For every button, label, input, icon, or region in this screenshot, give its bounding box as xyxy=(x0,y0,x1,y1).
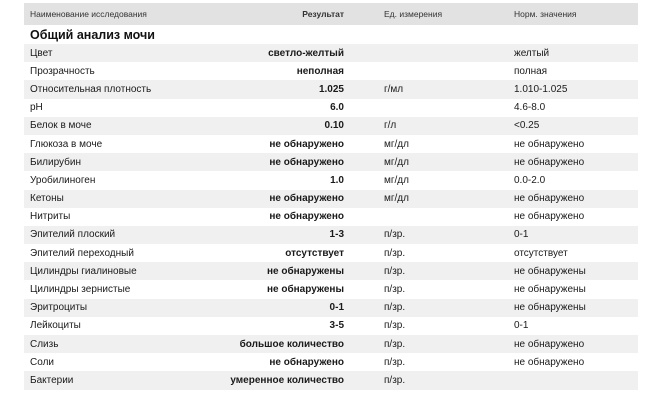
row-name: Бактерии xyxy=(30,374,74,386)
row-result: 1-3 xyxy=(329,229,344,241)
row-result: 3-5 xyxy=(329,320,344,332)
table-row xyxy=(24,262,638,280)
row-result: 1.0 xyxy=(330,174,344,186)
table-row xyxy=(24,44,638,62)
row-unit: мг/дл xyxy=(384,193,409,205)
row-name: Эпителий плоский xyxy=(30,229,116,241)
row-norm: не обнаружены xyxy=(514,284,586,296)
row-result: не обнаружено xyxy=(269,356,344,368)
row-result: не обнаружено xyxy=(269,138,344,150)
row-norm: желтый xyxy=(514,47,550,59)
row-result: большое количество xyxy=(239,338,344,350)
row-name: Соли xyxy=(30,356,54,368)
table-row xyxy=(24,153,638,171)
table-row xyxy=(24,80,638,98)
row-unit: п/зр. xyxy=(384,374,406,386)
row-norm: не обнаружены xyxy=(514,302,586,314)
table-row xyxy=(24,299,638,317)
row-result: неполная xyxy=(296,65,344,77)
table-row xyxy=(24,135,638,153)
row-unit: мг/дл xyxy=(384,156,409,168)
row-name: Цилиндры гиалиновые xyxy=(30,265,137,277)
row-unit: п/зр. xyxy=(384,320,406,332)
row-result: 0-1 xyxy=(329,302,344,314)
row-norm: <0.25 xyxy=(514,120,540,132)
row-unit: п/зр. xyxy=(384,302,406,314)
row-result: не обнаружено xyxy=(269,156,344,168)
table-row xyxy=(24,317,638,335)
row-result: 0.10 xyxy=(324,120,344,132)
row-name: Лейкоциты xyxy=(30,320,81,332)
table-row xyxy=(24,208,638,226)
table-row xyxy=(24,190,638,208)
row-name: pH xyxy=(30,102,43,114)
header-norm: Норм. значения xyxy=(514,9,577,19)
row-name: Слизь xyxy=(30,338,59,350)
row-name: Цвет xyxy=(30,47,53,59)
table-row xyxy=(24,371,638,389)
table-row xyxy=(24,117,638,135)
row-unit: п/зр. xyxy=(384,338,406,350)
lab-results-table xyxy=(24,3,638,390)
row-result: не обнаружено xyxy=(269,193,344,205)
row-norm: не обнаружено xyxy=(514,156,585,168)
row-unit: п/зр. xyxy=(384,247,406,259)
row-norm: 0-1 xyxy=(514,229,529,241)
table-row xyxy=(24,244,638,262)
row-norm: отсутствует xyxy=(514,247,568,259)
row-unit: п/зр. xyxy=(384,265,406,277)
table-row xyxy=(24,171,638,189)
row-unit: п/зр. xyxy=(384,356,406,368)
row-result: не обнаружены xyxy=(266,265,344,277)
row-unit: г/л xyxy=(384,120,397,132)
row-norm: не обнаружено xyxy=(514,211,585,223)
row-norm: 1.010-1.025 xyxy=(514,83,568,95)
row-result: 6.0 xyxy=(330,102,344,114)
row-norm: не обнаружено xyxy=(514,193,585,205)
row-name: Белок в моче xyxy=(30,120,92,132)
header-name: Наименование исследования xyxy=(30,9,147,19)
table-row xyxy=(24,226,638,244)
row-name: Эпителий переходный xyxy=(30,247,134,259)
table-header xyxy=(24,3,638,25)
row-result: светло-желтый xyxy=(268,47,344,59)
row-name: Кетоны xyxy=(30,193,64,205)
row-name: Билирубин xyxy=(30,156,81,168)
table-row xyxy=(24,99,638,117)
section-title: Общий анализ мочи xyxy=(30,28,155,42)
row-name: Уробилиноген xyxy=(30,174,96,186)
table-row xyxy=(24,280,638,298)
row-result: умеренное количество xyxy=(230,374,344,386)
row-unit: мг/дл xyxy=(384,174,409,186)
row-unit: п/зр. xyxy=(384,229,406,241)
row-norm: полная xyxy=(514,65,548,77)
row-unit: мг/дл xyxy=(384,138,409,150)
row-norm: не обнаружено xyxy=(514,338,585,350)
row-norm: 0.0-2.0 xyxy=(514,174,546,186)
row-name: Прозрачность xyxy=(30,65,95,77)
row-name: Эритроциты xyxy=(30,302,88,314)
row-norm: не обнаружено xyxy=(514,138,585,150)
row-name: Нитриты xyxy=(30,211,71,223)
row-norm: 0-1 xyxy=(514,320,529,332)
header-unit: Ед. измерения xyxy=(384,9,443,19)
row-unit: г/мл xyxy=(384,83,404,95)
row-result: не обнаружено xyxy=(269,211,344,223)
table-row xyxy=(24,335,638,353)
row-norm: 4.6-8.0 xyxy=(514,102,546,114)
row-result: 1.025 xyxy=(318,83,344,95)
table-body xyxy=(24,44,638,390)
row-norm: не обнаружены xyxy=(514,265,586,277)
table-row xyxy=(24,62,638,80)
header-result: Результат xyxy=(302,9,344,19)
row-result: не обнаружены xyxy=(266,284,344,296)
row-norm: не обнаружено xyxy=(514,356,585,368)
row-name: Относительная плотность xyxy=(30,83,152,95)
row-unit: п/зр. xyxy=(384,284,406,296)
row-name: Цилиндры зернистые xyxy=(30,284,131,296)
row-result: отсутствует xyxy=(285,247,344,259)
row-name: Глюкоза в моче xyxy=(30,138,103,150)
table-row xyxy=(24,353,638,371)
